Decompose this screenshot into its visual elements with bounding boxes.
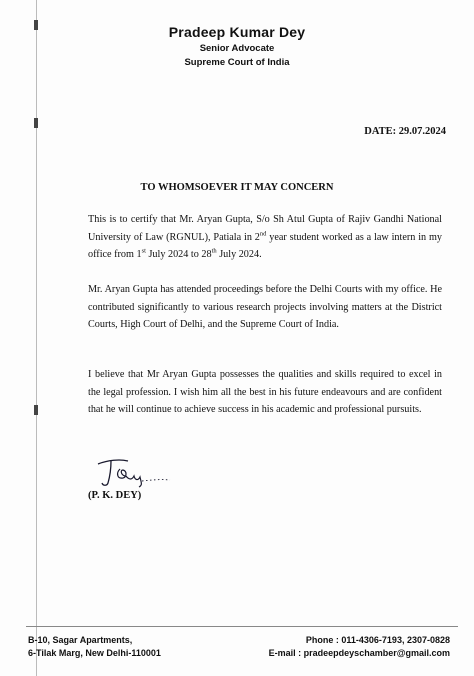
address-line: B-10, Sagar Apartments, xyxy=(28,635,133,645)
left-margin-line xyxy=(36,0,37,676)
letter-heading: TO WHOMSOEVER IT MAY CONCERN xyxy=(140,182,334,193)
ordinal-suffix: st xyxy=(141,247,146,255)
designation: Senior Advocate xyxy=(199,43,275,54)
handwritten-signature xyxy=(94,456,174,490)
paragraph-text: This is to certify that Mr. Aryan Gupta, S/o Sh Atul Gupta of Rajiv Gandhi National University of Law (RGNUL), Patiala in 2 xyxy=(88,214,442,243)
email-address: E-mail : pradeepdeyschamber@gmail.com xyxy=(268,648,450,658)
address-line: 6-Tilak Marg, New Delhi-110001 xyxy=(28,648,161,658)
letterhead xyxy=(0,24,474,68)
paragraph-work: Mr. Aryan Gupta has attended proceedings before the Delhi Courts with my office. He contributed significantly to various research projects involving matters at the District Courts, High Court of Delhi, and the Supreme Court of India. xyxy=(88,284,442,330)
paragraph-text: July 2024 to 28 xyxy=(145,249,212,260)
court-name: Supreme Court of India xyxy=(184,57,290,68)
footer-divider xyxy=(26,626,458,627)
paragraph-certification xyxy=(88,211,442,264)
ordinal-suffix: th xyxy=(211,247,217,255)
phone-numbers: Phone : 011-4306-7193, 2307-0828 xyxy=(305,635,450,645)
signatory-name: (P. K. DEY) xyxy=(88,490,142,501)
advocate-name: Pradeep Kumar Dey xyxy=(168,24,306,40)
office-address xyxy=(28,634,161,660)
margin-mark xyxy=(34,118,38,128)
paragraph-text: year student worked as a law intern in my office from 1 xyxy=(88,231,443,260)
paragraph-recommendation: I believe that Mr Aryan Gupta possesses the qualities and skills required to excel in the legal profession. I wish him all the best in his future endeavours and are confident that he will continue to achieve success in his academic and professional pursuits. xyxy=(88,369,442,415)
margin-mark xyxy=(34,405,38,415)
ordinal-suffix: nd xyxy=(259,230,267,238)
contact-details xyxy=(269,634,450,660)
paragraph-text: July 2024. xyxy=(216,249,262,260)
letter-date: DATE: 29.07.2024 xyxy=(364,126,446,137)
